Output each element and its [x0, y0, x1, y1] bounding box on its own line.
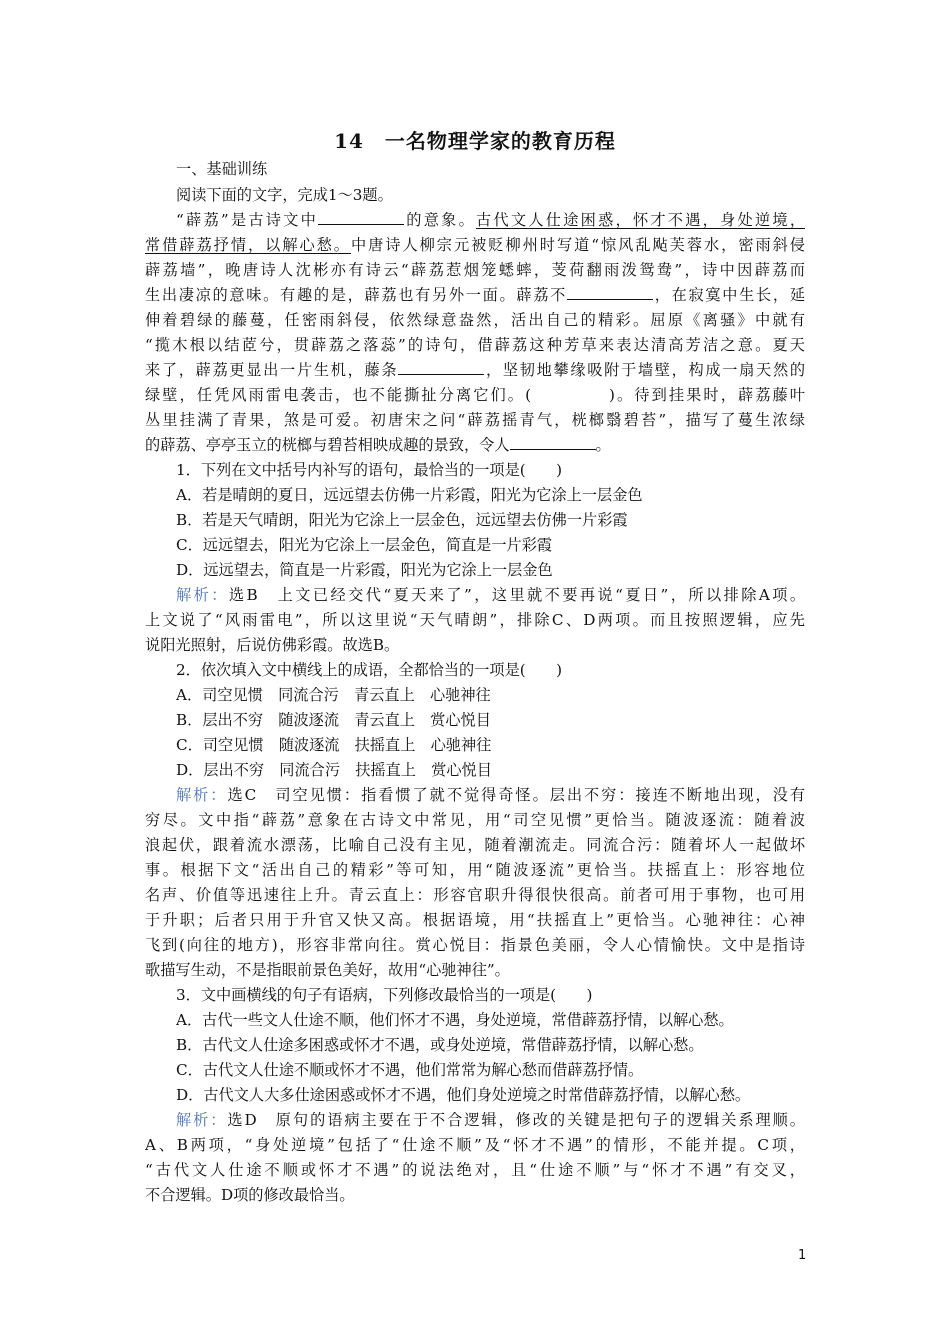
- passage-text: “薜荔”是古诗文中: [176, 211, 319, 229]
- analysis-label: 解析：: [176, 786, 228, 804]
- passage-line-3: 薜荔墙”，晚唐诗人沈彬亦有诗云“薜荔惹烟笼蟋蟀，芰荷翻雨泼鸳鸯”，诗中因薜荔而: [145, 261, 805, 279]
- question-3-option-a: A．古代一些文人仕途不顺，他们怀才不遇，身处逆境，常借薜荔抒情，以解心愁。: [176, 1011, 734, 1029]
- question-2-analysis-line-4: 事。根据下文“活出自己的精彩”等可知，用“随波逐流”更恰当。扶摇直上：形容地位: [145, 861, 805, 879]
- analysis-label: 解析：: [176, 586, 229, 604]
- question-3-analysis-line-2: A、B两项，“身处逆境”包括了“仕途不顺”及“怀才不遇”的情形，不能并提。C项，: [145, 1136, 805, 1154]
- question-2-option-a: A．司空见惯 同流合污 青云直上 心驰神往: [176, 686, 491, 704]
- question-3-option-d: D．古代文人大多仕途困惑或怀才不遇，他们身处逆境之时常借薜荔抒情，以解心愁。: [176, 1086, 751, 1104]
- question-1-analysis-line-2: 上文说了“风雨雷电”，所以这里说“天气晴朗”，排除C、D两项。而且按照逻辑，应先: [145, 611, 805, 629]
- fill-blank: [398, 360, 484, 375]
- question-1-option-a: A．若是晴朗的夏日，远远望去仿佛一片彩霞，阳光为它涂上一层金色: [176, 486, 643, 504]
- passage-text: 中唐诗人柳宗元被贬柳州时写道“惊风乱飐芙蓉水，密雨斜侵: [350, 236, 805, 254]
- question-2-option-c: C．司空见惯 随波逐流 扶摇直上 心驰神往: [176, 736, 492, 754]
- passage-line-4: [145, 283, 805, 308]
- passage-text: 来了，薜荔更显出一片生机，藤条: [145, 361, 399, 379]
- section-heading: 一、基础训练: [176, 160, 268, 178]
- question-1-analysis-line-1: [176, 583, 805, 608]
- passage-text: 。: [595, 436, 611, 454]
- passage-text: ，在寂寞中生长，延: [653, 286, 805, 304]
- underlined-sentence: 常借薜荔抒情，以解心愁。: [145, 236, 351, 254]
- question-1-analysis-line-3: 说阳光照射，后说仿佛彩霞。故选B。: [145, 636, 400, 654]
- analysis-label: 解析：: [176, 1111, 228, 1129]
- passage-text: 生出凄凉的意味。有趣的是，薜荔也有另外一面。薜荔不: [145, 286, 568, 304]
- question-3-option-b: B．古代文人仕途多困惑或怀才不遇，或身处逆境，常借薜荔抒情，以解心愁。: [176, 1036, 704, 1054]
- analysis-text: 选B 上文已经交代“夏天来了”，这里就不要再说“夏日”，所以排除A项。: [228, 586, 805, 604]
- passage-line-1: [176, 208, 805, 233]
- passage-text: 绿壁，任凭风雨雷电袭击，也不能撕扯分离它们。(: [145, 386, 532, 404]
- passage-line-10: [145, 433, 805, 458]
- question-3-option-c: C．古代文人仕途不顺或怀才不遇，他们常常为解心愁而借薜荔抒情。: [176, 1061, 644, 1079]
- underlined-sentence: 古代文人仕途困惑，怀才不遇，身处逆境，: [476, 211, 805, 229]
- instruction: 阅读下面的文字，完成1～3题。: [176, 186, 393, 204]
- question-2-analysis-line-2: 穷尽。文中指“薜荔”意象在古诗文中常见，用“司空见惯”更恰当。随波逐流：随着波: [145, 811, 805, 829]
- passage-line-8: [145, 383, 805, 408]
- question-2-option-b: B．层出不穷 随波逐流 青云直上 赏心悦目: [176, 711, 491, 729]
- passage-line-2: [145, 233, 805, 258]
- question-1-option-b: B．若是天气晴朗，阳光为它涂上一层金色，远远望去仿佛一片彩霞: [176, 511, 628, 529]
- passage-text: 的意象。: [404, 211, 477, 229]
- question-3-stem: 3．文中画横线的句子有语病，下列修改最恰当的一项是( ): [176, 986, 593, 1004]
- question-2-option-d: D．层出不穷 同流合污 扶摇直上 赏心悦目: [176, 761, 492, 779]
- question-2-stem: 2．依次填入文中横线上的成语，全都恰当的一项是( ): [176, 661, 563, 679]
- question-3-analysis-line-3: “古代文人仕途不顺或怀才不遇”的说法绝对，且“仕途不顺”与“怀才不遇”有交叉，: [145, 1161, 805, 1179]
- question-1-option-c: C．远远望去，阳光为它涂上一层金色，简直是一片彩霞: [176, 536, 553, 554]
- fill-blank: [567, 285, 653, 300]
- passage-text: )。待到挂果时，薜荔藤叶: [609, 386, 805, 404]
- passage-line-7: [145, 358, 805, 383]
- fill-blank: [510, 435, 596, 450]
- question-2-analysis-line-8: 歌描写生动，不是指眼前景色美好，故用“心驰神往”。: [145, 961, 510, 979]
- question-2-analysis-line-7: 飞到(向往的地方)，形容非常向往。赏心悦目：指景色美丽，令人心情愉快。文中是指诗: [145, 936, 805, 954]
- fill-blank: [318, 210, 404, 225]
- question-3-analysis-line-1: [176, 1108, 805, 1133]
- analysis-text: 选D 原句的语病主要在于不合逻辑，修改的关键是把句子的逻辑关系理顺。: [227, 1111, 805, 1129]
- question-2-analysis-line-5: 名声、价值等迅速往上升。青云直上：形容官职升得很快很高。前者可用于事物，也可用: [145, 886, 805, 904]
- page-number: 1: [798, 1248, 807, 1263]
- question-1-stem: 1．下列在文中括号内补写的语句，最恰当的一项是( ): [176, 461, 563, 479]
- document-title: 14 一名物理学家的教育历程: [334, 129, 616, 153]
- question-3-analysis-line-4: 不合逻辑。D项的修改最恰当。: [145, 1186, 355, 1204]
- analysis-text: 选C 司空见惯：指看惯了就不觉得奇怪。层出不穷：接连不断地出现，没有: [227, 786, 805, 804]
- passage-line-9: 丛里挂满了青果，煞是可爱。初唐宋之问“薜荔摇青气，桄榔翳碧苔”，描写了蔓生浓绿: [145, 411, 805, 429]
- passage-line-6: “揽木根以结茝兮，贯薜荔之落蕊”的诗句，借薜荔这种芳草来表达清高芳洁之意。夏天: [145, 336, 805, 354]
- question-2-analysis-line-1: [176, 783, 805, 808]
- passage-line-5: 伸着碧绿的藤蔓，任密雨斜侵，依然绿意盎然，活出自己的精彩。屈原《离骚》中就有: [145, 311, 805, 329]
- question-2-analysis-line-6: 于升职；后者只用于升官又快又高。根据语境，用“扶摇直上”更恰当。心驰神往：心神: [145, 911, 805, 929]
- passage-text: 的薜荔、亭亭玉立的桄榔与碧苔相映成趣的景致，令人: [145, 436, 510, 454]
- passage-text: ，坚韧地攀缘吸附于墙壁，构成一扇天然的: [484, 361, 805, 379]
- question-2-analysis-line-3: 浪起伏，跟着流水漂荡，比喻自己没有主见，随着潮流走。同流合污：随着坏人一起做坏: [145, 836, 805, 854]
- question-1-option-d: D．远远望去，简直是一片彩霞，阳光为它涂上一层金色: [176, 561, 553, 579]
